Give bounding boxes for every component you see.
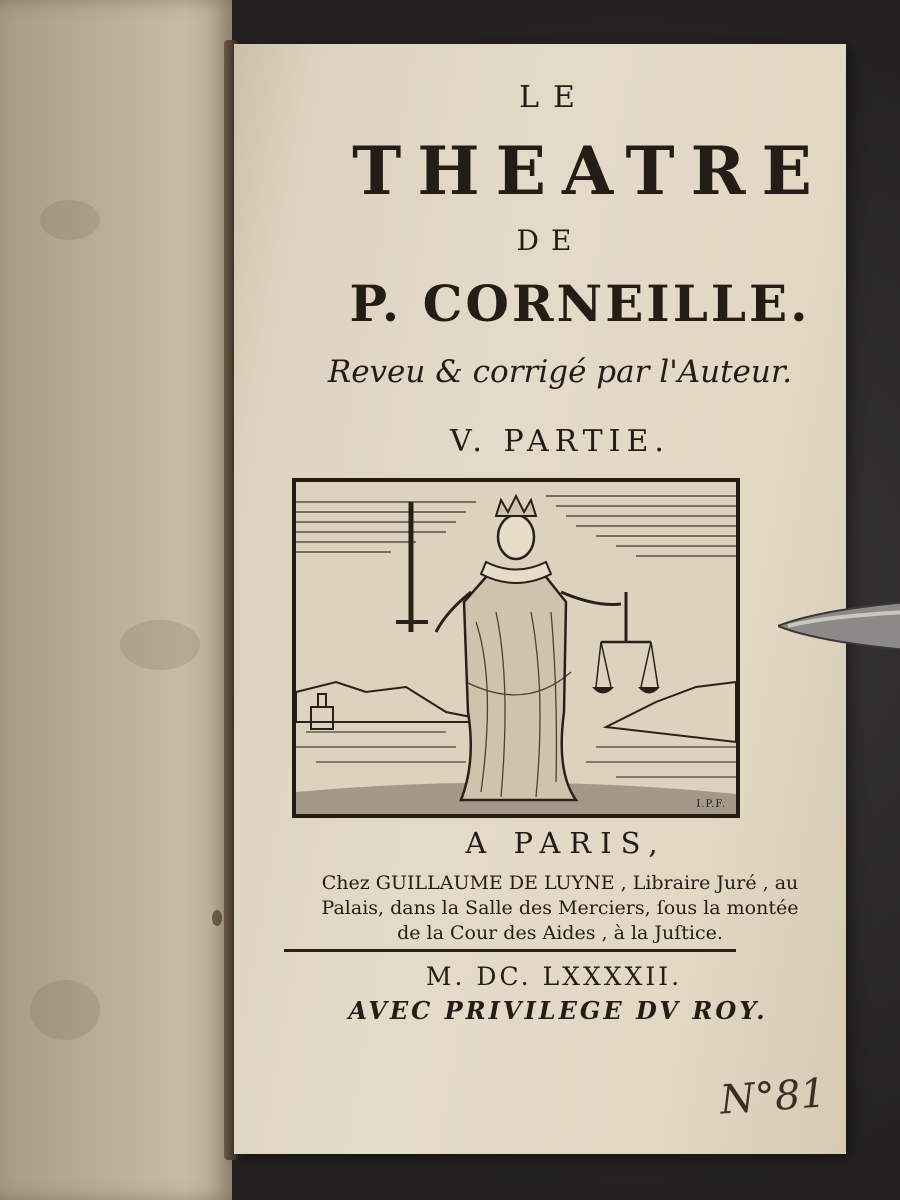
metal-pointer-icon xyxy=(778,596,900,656)
imprint-city: A PARIS, xyxy=(465,826,667,860)
handwritten-shelfmark: N°81 xyxy=(718,1070,828,1124)
title-page xyxy=(234,44,846,1154)
author-name: P. CORNEILLE. xyxy=(349,274,811,333)
imprint-sign-line: de la Cour des Aides , à la Juſtice. xyxy=(397,922,723,944)
title-line-de: DE xyxy=(516,224,584,257)
justice-woodcut-illustration xyxy=(292,478,740,818)
imprint-printer-line: Chez GUILLAUME DE LUYNE , Libraire Juré , au xyxy=(321,872,799,894)
subtitle-revised: Reveu & corrigé par l'Auteur. xyxy=(327,354,793,390)
woodcut-initials: I.P.F. xyxy=(696,799,726,810)
justice-figure-icon xyxy=(296,482,736,814)
title-line-le: LE xyxy=(519,80,589,115)
imprint-address-line: Palais, dans la Salle des Merciers, ſous la montée xyxy=(321,897,799,919)
divider-rule xyxy=(284,949,736,952)
publication-date: M. DC. LXXXXII. xyxy=(425,962,683,991)
royal-privilege: AVEC PRIVILEGE DV ROY. xyxy=(348,996,768,1025)
volume-part: V. PARTIE. xyxy=(450,424,670,459)
left-endpaper xyxy=(0,0,232,1200)
title-line-theatre: THEATRE xyxy=(352,132,828,210)
